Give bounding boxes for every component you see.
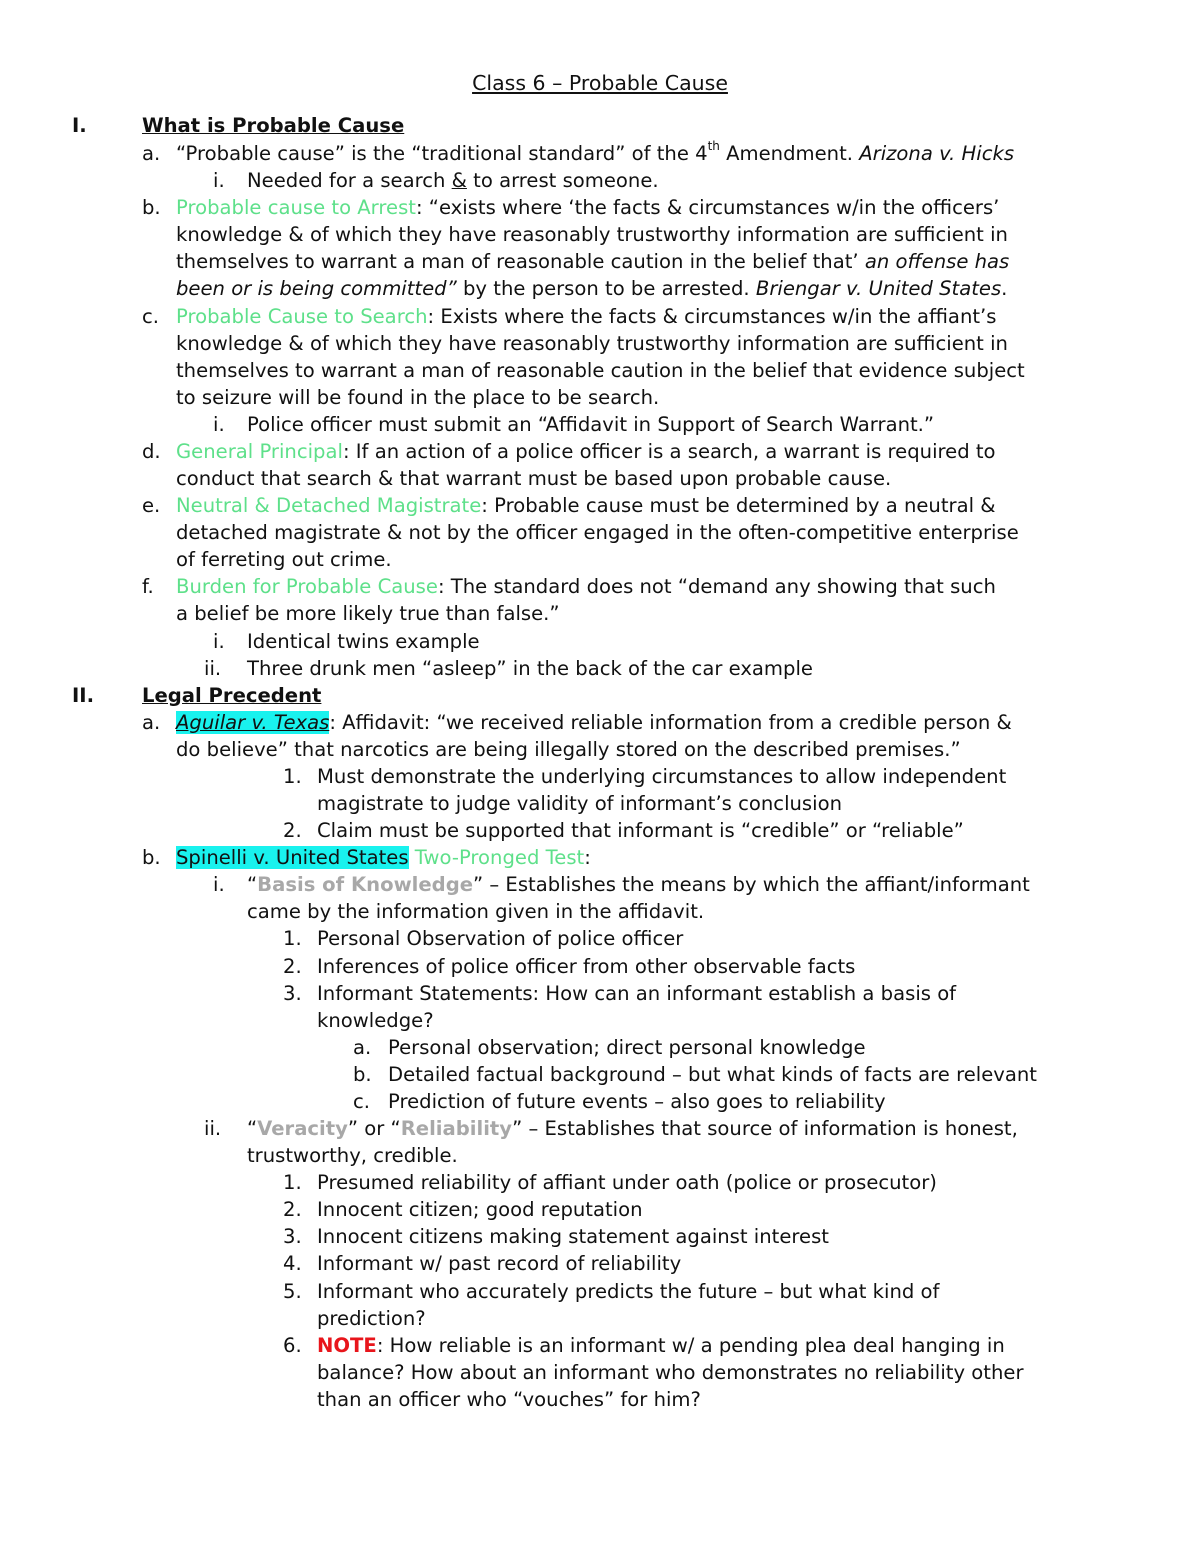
section-1-heading: What is Probable Cause bbox=[142, 114, 405, 137]
note-label: NOTE bbox=[317, 1334, 377, 1357]
term-basis-of-knowledge: Basis of Knowledge bbox=[257, 873, 474, 896]
case-aguilar-v-texas: Aguilar v. Texas bbox=[176, 711, 330, 734]
item-1a-i-text: Needed for a search & to arrest someone. bbox=[247, 169, 659, 192]
term-general-principal: General Principal bbox=[176, 440, 343, 463]
term-two-pronged-test: Two-Pronged Test bbox=[408, 846, 585, 869]
item-1a-label: a. bbox=[142, 142, 161, 165]
term-veracity: Veracity bbox=[257, 1117, 348, 1140]
page-title: Class 6 – Probable Cause bbox=[472, 71, 728, 95]
term-burden-for-probable-cause: Burden for Probable Cause bbox=[176, 575, 438, 598]
case-briengar-v-united-states: Briengar v. United States bbox=[755, 277, 1002, 300]
item-1c-label: c. bbox=[142, 305, 160, 328]
document-page: Class 6 – Probable Cause I. What is Probable Cause a. “Probable cause” is the “traditional standard” of the 4th Amendment. Arizona v. Hicks i. Needed for a search & to arrest someone. b. Probable cause to Arrest: “exists where ‘the facts & circumstances w/in the officers’ knowledge & of which they have reasonably trustworthy information are sufficient in themselves to warrant a man of reasonable caution in the belief that’ an offense has been or is being committed” by the person to be arrested. Briengar v. United States. c. Probable Cause to Search: Exists where the facts & circumstances w/in the affiant’s knowledge & of which they have reasonably trustworthy information are sufficient in themselves to warrant a man of reasonable caution in the belief that evidence subject to seizure will be found in the place to be search. i. Police officer must submit an “Affidavit in Support of Search Warrant.” d. General Principal: If an action of a police officer is a search, a warrant is required to conduct that search & that warrant must be based upon probable cause. e. Neutral & Detached Magistrate: Probable cause must be determined by a neutral & detached magistrate & not by the officer engaged in the often-competitive enterprise of ferreting out crime. f. Burden for Probable Cause: The standard does not “demand any showing that such a belief be more likely true than false.” i. Identical twins example ii. Three drunk men “asleep” in the back of the car example II. Legal Precedent a. Aguilar v. Texas: Affidavit: “we received reliable information from a credible person & do believe” that narcotics are being illegally stored on the described premises.” 1. Must demonstrate the underlying circumstances to allow independent magistrate to judge validity of informant’s conclusion 2. Claim must be supported that informant is “credible” or “reliable” b. Spinelli v. United States Two-Pronged Test: i. “Basis of Knowledge” – Establishes the means by which the affiant/informant came by the information given in the affidavit. 1. Personal Observation of police officer 2. Inferences of police officer from other observable facts 3. Informant Statements: How can an informant establish a basis of knowledge? a. Personal observation; direct personal knowledge b. Detailed factual background – but what kinds of facts are relevant c. Prediction of future events – also goes to reliability ii. “Veracity” or “Reliability” – Establishes that source of information is honest, trustworthy, credible. 1. Presumed reliability of affiant under oath (police or prosecutor) 2. Innocent citizen; good reputation 3. Innocent citizens making statement against interest 4. Informant w/ past record of reliability 5. Informant who accurately predicts the future – but what kind of prediction? 6. NOTE: How reliable is an informant w/ a pending plea deal hanging in balance? How about an informant who demonstrates no reliability other than an officer who “vouches” for him? bbox=[0, 0, 1200, 1553]
case-spinelli-v-united-states: Spinelli v. United States bbox=[176, 846, 409, 869]
item-1b-label: b. bbox=[142, 196, 161, 219]
item-1a-i-label: i. bbox=[213, 169, 225, 192]
section-2-number: II. bbox=[72, 684, 95, 707]
section-2-heading: Legal Precedent bbox=[142, 684, 322, 707]
term-neutral-detached-magistrate: Neutral & Detached Magistrate bbox=[176, 494, 482, 517]
term-probable-cause-to-arrest: Probable cause to Arrest bbox=[176, 196, 416, 219]
item-1a-text: “Probable cause” is the “traditional standard” of the 4th Amendment. Arizona v. Hicks bbox=[176, 139, 1015, 165]
term-reliability: Reliability bbox=[400, 1117, 513, 1140]
section-1-number: I. bbox=[72, 114, 87, 137]
case-arizona-v-hicks: Arizona v. Hicks bbox=[859, 142, 1015, 165]
term-probable-cause-to-search: Probable Cause to Search bbox=[176, 305, 428, 328]
